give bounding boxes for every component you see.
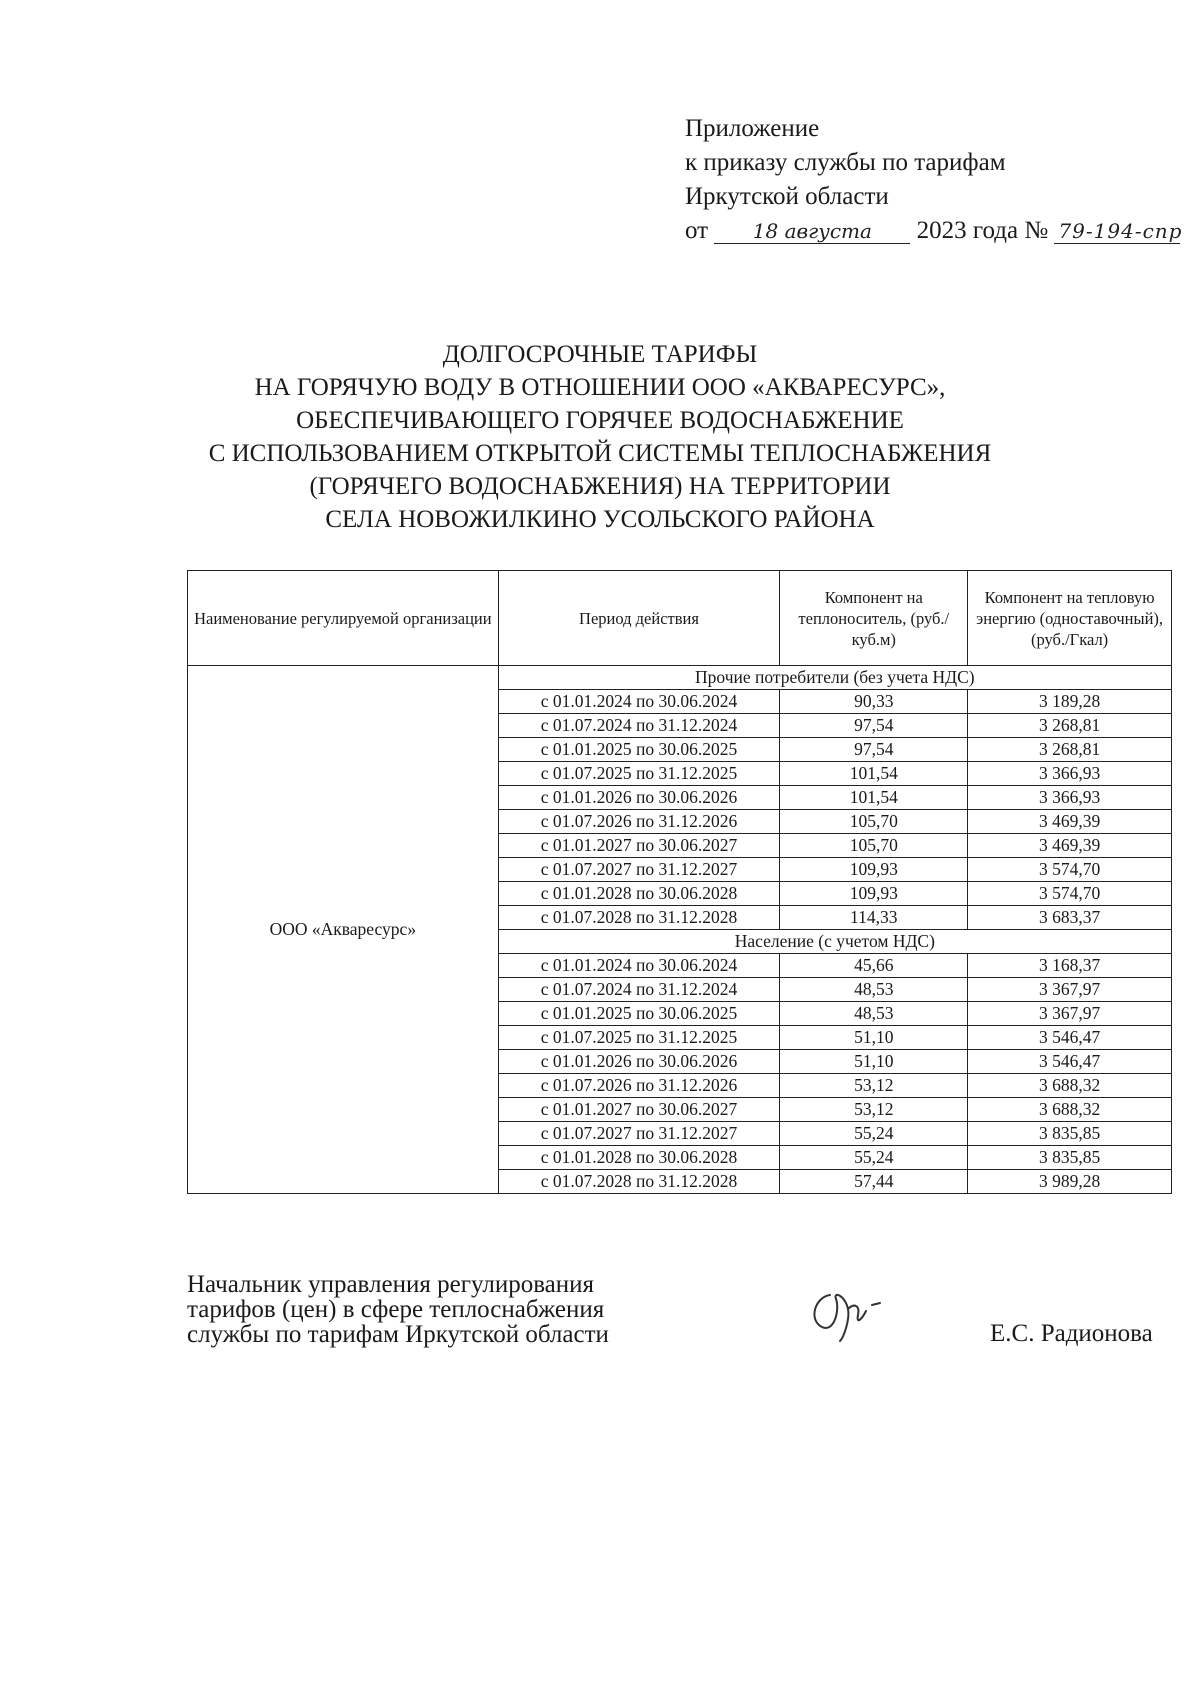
period-cell: с 01.01.2025 по 30.06.2025 bbox=[498, 1002, 780, 1026]
period-cell: с 01.01.2028 по 30.06.2028 bbox=[498, 1146, 780, 1170]
period-cell: с 01.07.2026 по 31.12.2026 bbox=[498, 810, 780, 834]
carrier-cell: 45,66 bbox=[780, 954, 968, 978]
year-text: 2023 года № bbox=[916, 217, 1049, 244]
group-label: Население (с учетом НДС) bbox=[498, 930, 1171, 954]
period-cell: с 01.07.2025 по 31.12.2025 bbox=[498, 1026, 780, 1050]
period-cell: с 01.01.2024 по 30.06.2024 bbox=[498, 690, 780, 714]
energy-cell: 3 688,32 bbox=[968, 1074, 1172, 1098]
energy-cell: 3 546,47 bbox=[968, 1026, 1172, 1050]
header-carrier: Компонент на теплоноситель, (руб./куб.м) bbox=[780, 571, 968, 666]
title-line-5: (ГОРЯЧЕГО ВОДОСНАБЖЕНИЯ) НА ТЕРРИТОРИИ bbox=[309, 473, 891, 500]
energy-cell: 3 268,81 bbox=[968, 714, 1172, 738]
title-line-6: СЕЛА НОВОЖИЛКИНО УСОЛЬСКОГО РАЙОНА bbox=[325, 506, 875, 533]
carrier-cell: 90,33 bbox=[780, 690, 968, 714]
handwritten-order-number: 79-194-спр bbox=[1054, 219, 1180, 244]
energy-cell: 3 469,39 bbox=[968, 810, 1172, 834]
table-body bbox=[188, 666, 1172, 1194]
energy-cell: 3 683,37 bbox=[968, 906, 1172, 930]
energy-cell: 3 189,28 bbox=[968, 690, 1172, 714]
carrier-cell: 101,54 bbox=[780, 786, 968, 810]
carrier-cell: 114,33 bbox=[780, 906, 968, 930]
energy-cell: 3 469,39 bbox=[968, 834, 1172, 858]
footer-position bbox=[187, 1272, 609, 1347]
carrier-cell: 57,44 bbox=[780, 1170, 968, 1194]
energy-cell: 3 367,97 bbox=[968, 978, 1172, 1002]
carrier-cell: 105,70 bbox=[780, 834, 968, 858]
energy-cell: 3 574,70 bbox=[968, 858, 1172, 882]
appendix-line-3: Иркутской области bbox=[685, 183, 889, 210]
period-cell: с 01.07.2025 по 31.12.2025 bbox=[498, 762, 780, 786]
group-row bbox=[188, 666, 1172, 690]
tariff-table bbox=[187, 570, 1172, 1194]
carrier-cell: 48,53 bbox=[780, 1002, 968, 1026]
document-title bbox=[0, 338, 1200, 536]
carrier-cell: 53,12 bbox=[780, 1074, 968, 1098]
energy-cell: 3 835,85 bbox=[968, 1122, 1172, 1146]
carrier-cell: 101,54 bbox=[780, 762, 968, 786]
title-line-2: НА ГОРЯЧУЮ ВОДУ В ОТНОШЕНИИ ООО «АКВАРЕСУРС», bbox=[254, 374, 946, 401]
footer-line-1: Начальник управления регулирования bbox=[187, 1271, 595, 1298]
appendix-date-line bbox=[685, 214, 1183, 248]
period-cell: с 01.01.2026 по 30.06.2026 bbox=[498, 1050, 780, 1074]
title-line-1: ДОЛГОСРОЧНЫЕ ТАРИФЫ bbox=[442, 341, 758, 368]
appendix-line-1: Приложение bbox=[685, 115, 820, 142]
carrier-cell: 97,54 bbox=[780, 738, 968, 762]
appendix-block bbox=[685, 112, 1183, 248]
period-cell: с 01.01.2024 по 30.06.2024 bbox=[498, 954, 780, 978]
title-line-4: С ИСПОЛЬЗОВАНИЕМ ОТКРЫТОЙ СИСТЕМЫ ТЕПЛОСНАБЖЕНИЯ bbox=[208, 440, 992, 467]
period-cell: с 01.01.2025 по 30.06.2025 bbox=[498, 738, 780, 762]
carrier-cell: 51,10 bbox=[780, 1026, 968, 1050]
period-cell: с 01.07.2024 по 31.12.2024 bbox=[498, 714, 780, 738]
carrier-cell: 55,24 bbox=[780, 1146, 968, 1170]
period-cell: с 01.07.2027 по 31.12.2027 bbox=[498, 858, 780, 882]
appendix-line-2: к приказу службы по тарифам bbox=[685, 149, 1006, 176]
period-cell: с 01.01.2026 по 30.06.2026 bbox=[498, 786, 780, 810]
header-energy: Компонент на тепловую энергию (одноставочный), (руб./Гкал) bbox=[968, 571, 1172, 666]
footer-line-3: службы по тарифам Иркутской области bbox=[187, 1321, 609, 1348]
energy-cell: 3 366,93 bbox=[968, 762, 1172, 786]
energy-cell: 3 366,93 bbox=[968, 786, 1172, 810]
period-cell: с 01.07.2024 по 31.12.2024 bbox=[498, 978, 780, 1002]
period-cell: с 01.01.2027 по 30.06.2027 bbox=[498, 1098, 780, 1122]
carrier-cell: 48,53 bbox=[780, 978, 968, 1002]
energy-cell: 3 989,28 bbox=[968, 1170, 1172, 1194]
energy-cell: 3 574,70 bbox=[968, 882, 1172, 906]
period-cell: с 01.01.2027 по 30.06.2027 bbox=[498, 834, 780, 858]
period-cell: с 01.07.2028 по 31.12.2028 bbox=[498, 906, 780, 930]
carrier-cell: 109,93 bbox=[780, 882, 968, 906]
carrier-cell: 105,70 bbox=[780, 810, 968, 834]
group-label: Прочие потребители (без учета НДС) bbox=[498, 666, 1171, 690]
handwritten-date: 18 августа bbox=[714, 219, 910, 244]
energy-cell: 3 168,37 bbox=[968, 954, 1172, 978]
header-org: Наименование регулируемой организации bbox=[188, 571, 499, 666]
energy-cell: 3 268,81 bbox=[968, 738, 1172, 762]
carrier-cell: 109,93 bbox=[780, 858, 968, 882]
carrier-cell: 53,12 bbox=[780, 1098, 968, 1122]
signer-name: Е.С. Радионова bbox=[990, 1320, 1153, 1347]
energy-cell: 3 835,85 bbox=[968, 1146, 1172, 1170]
title-line-3: ОБЕСПЕЧИВАЮЩЕГО ГОРЯЧЕЕ ВОДОСНАБЖЕНИЕ bbox=[296, 407, 904, 434]
footer-line-2: тарифов (цен) в сфере теплоснабжения bbox=[187, 1296, 605, 1323]
energy-cell: 3 688,32 bbox=[968, 1098, 1172, 1122]
carrier-cell: 55,24 bbox=[780, 1122, 968, 1146]
handwritten-signature-icon bbox=[800, 1275, 890, 1345]
header-period: Период действия bbox=[498, 571, 780, 666]
org-name-cell: ООО «Акваресурс» bbox=[188, 666, 499, 1194]
table-header-row bbox=[188, 571, 1172, 666]
carrier-cell: 97,54 bbox=[780, 714, 968, 738]
period-cell: с 01.01.2028 по 30.06.2028 bbox=[498, 882, 780, 906]
date-prefix: от bbox=[685, 217, 709, 244]
period-cell: с 01.07.2028 по 31.12.2028 bbox=[498, 1170, 780, 1194]
energy-cell: 3 546,47 bbox=[968, 1050, 1172, 1074]
carrier-cell: 51,10 bbox=[780, 1050, 968, 1074]
period-cell: с 01.07.2027 по 31.12.2027 bbox=[498, 1122, 780, 1146]
energy-cell: 3 367,97 bbox=[968, 1002, 1172, 1026]
period-cell: с 01.07.2026 по 31.12.2026 bbox=[498, 1074, 780, 1098]
